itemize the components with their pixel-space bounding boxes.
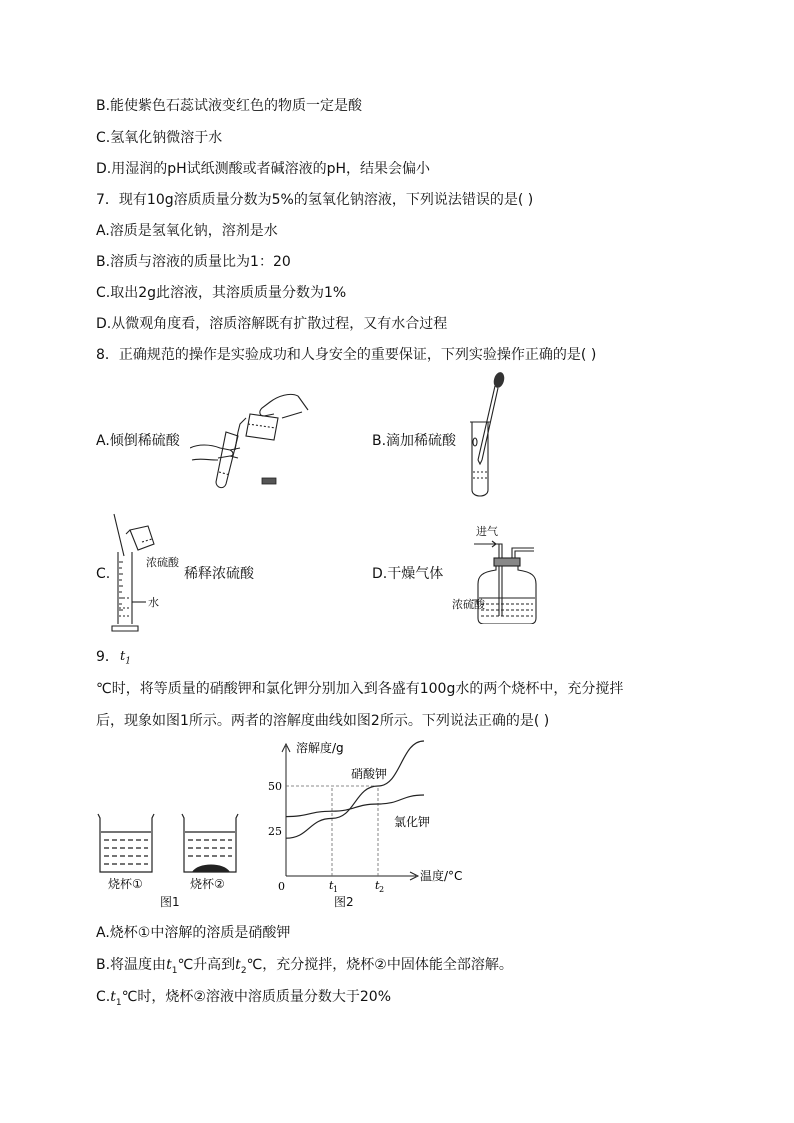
solubility-chart bbox=[262, 738, 482, 910]
q9-stem-line2: 后，现象如图1所示。两者的溶解度曲线如图2所示。下列说法正确的是( ) bbox=[96, 713, 550, 729]
q9-option-b-mid: ℃升高到 bbox=[177, 957, 236, 973]
dropper-bulb bbox=[492, 372, 506, 389]
q9-option-b-post: ℃，充分搅拌，烧杯②中固体能全部溶解。 bbox=[246, 957, 513, 973]
y-tick-label-1: 50 bbox=[268, 780, 282, 793]
q9-option-b-t2-sub: 2 bbox=[240, 965, 247, 976]
series-label-kcl: 氯化钾 bbox=[394, 815, 431, 829]
y-tick-label-0: 25 bbox=[268, 825, 282, 838]
gas-washing-bottle bbox=[472, 538, 542, 624]
q7-stem: 7．现有10g溶质质量分数为5%的氢氧化钠溶液，下列说法错误的是( ) bbox=[96, 192, 534, 208]
q8-option-a: A.倾倒稀硫酸 bbox=[96, 433, 180, 449]
q9-option-c-t1: t bbox=[110, 989, 116, 1005]
q9-number-text: 9． bbox=[96, 649, 119, 665]
y-axis-label: 溶解度/g bbox=[296, 741, 344, 755]
dilution-caption: 稀释浓硫酸 bbox=[184, 566, 254, 582]
gas-inlet-label: 进气 bbox=[476, 525, 498, 538]
q8-option-b: B.滴加稀硫酸 bbox=[372, 433, 457, 449]
x-tick-sub-0: 1 bbox=[333, 885, 339, 894]
beaker-2-label: 烧杯② bbox=[190, 877, 225, 891]
origin-label: 0 bbox=[278, 880, 285, 893]
series-label-kno3: 硝酸钾 bbox=[351, 767, 388, 781]
q6-option-d: D.用湿润的pH试纸测酸或者碱溶液的pH，结果会偏小 bbox=[96, 161, 431, 177]
q9-option-c-t1-sub: 1 bbox=[115, 997, 122, 1008]
q7-option-d: D.从微观角度看，溶质溶解既有扩散过程，又有水合过程 bbox=[96, 316, 448, 332]
q6-option-c: C.氢氧化钠微溶于水 bbox=[96, 130, 223, 146]
pouring-illustration bbox=[190, 388, 315, 493]
series-curve-1 bbox=[286, 795, 424, 817]
figure-1-caption: 图1 bbox=[160, 895, 180, 909]
q9-option-b-t1-sub: 1 bbox=[171, 965, 178, 976]
q8-option-c: C. bbox=[96, 566, 111, 582]
water-label: 水 bbox=[148, 596, 159, 609]
x-tick-label-0: t bbox=[329, 879, 334, 892]
x-tick-sub-1: 2 bbox=[379, 885, 385, 894]
q9-t1 bbox=[120, 648, 131, 671]
beaker-1-label: 烧杯① bbox=[108, 877, 143, 891]
q9-option-b bbox=[96, 955, 513, 981]
conc-acid-label-c: 浓硫酸 bbox=[146, 556, 179, 569]
q9-option-b-t1: t bbox=[166, 957, 172, 973]
q6-option-b: B.能使紫色石蕊试液变红色的物质一定是酸 bbox=[96, 98, 363, 114]
q9-option-b-t2: t bbox=[235, 957, 241, 973]
dilution-illustration bbox=[108, 512, 160, 634]
q8-stem: 8．正确规范的操作是实验成功和人身安全的重要保证，下列实验操作正确的是( ) bbox=[96, 347, 597, 363]
q9-option-c-pre: C. bbox=[96, 989, 111, 1005]
figure-2-caption: 图2 bbox=[334, 895, 354, 909]
t1-subscript: 1 bbox=[125, 656, 131, 667]
q7-option-a: A.溶质是氢氧化钠，溶剂是水 bbox=[96, 223, 278, 239]
conc-acid-label-d: 浓硫酸 bbox=[452, 598, 485, 611]
q9-option-c-post: ℃时，烧杯②溶液中溶质质量分数大于20% bbox=[121, 989, 391, 1005]
q9-option-b-pre: B.将温度由 bbox=[96, 957, 167, 973]
q9-stem-line1: ℃时，将等质量的硝酸钾和氯化钾分别加入到各盛有100g水的两个烧杯中，充分搅拌 bbox=[96, 681, 624, 697]
x-axis-label: 温度/°C bbox=[420, 869, 463, 883]
t1-symbol: t bbox=[120, 649, 126, 664]
q8-option-d: D.干燥气体 bbox=[372, 566, 444, 582]
q7-option-c: C.取出2g此溶液，其溶质质量分数为1% bbox=[96, 285, 347, 301]
x-tick-label-1: t bbox=[375, 879, 380, 892]
q9-option-c bbox=[96, 987, 391, 1013]
undissolved-solid bbox=[192, 865, 230, 873]
q7-option-b: B.溶质与溶液的质量比为1：20 bbox=[96, 254, 291, 270]
dropper-illustration bbox=[458, 372, 508, 504]
q9-option-a: A.烧杯①中溶解的溶质是硝酸钾 bbox=[96, 925, 291, 941]
q9-number bbox=[96, 647, 119, 667]
